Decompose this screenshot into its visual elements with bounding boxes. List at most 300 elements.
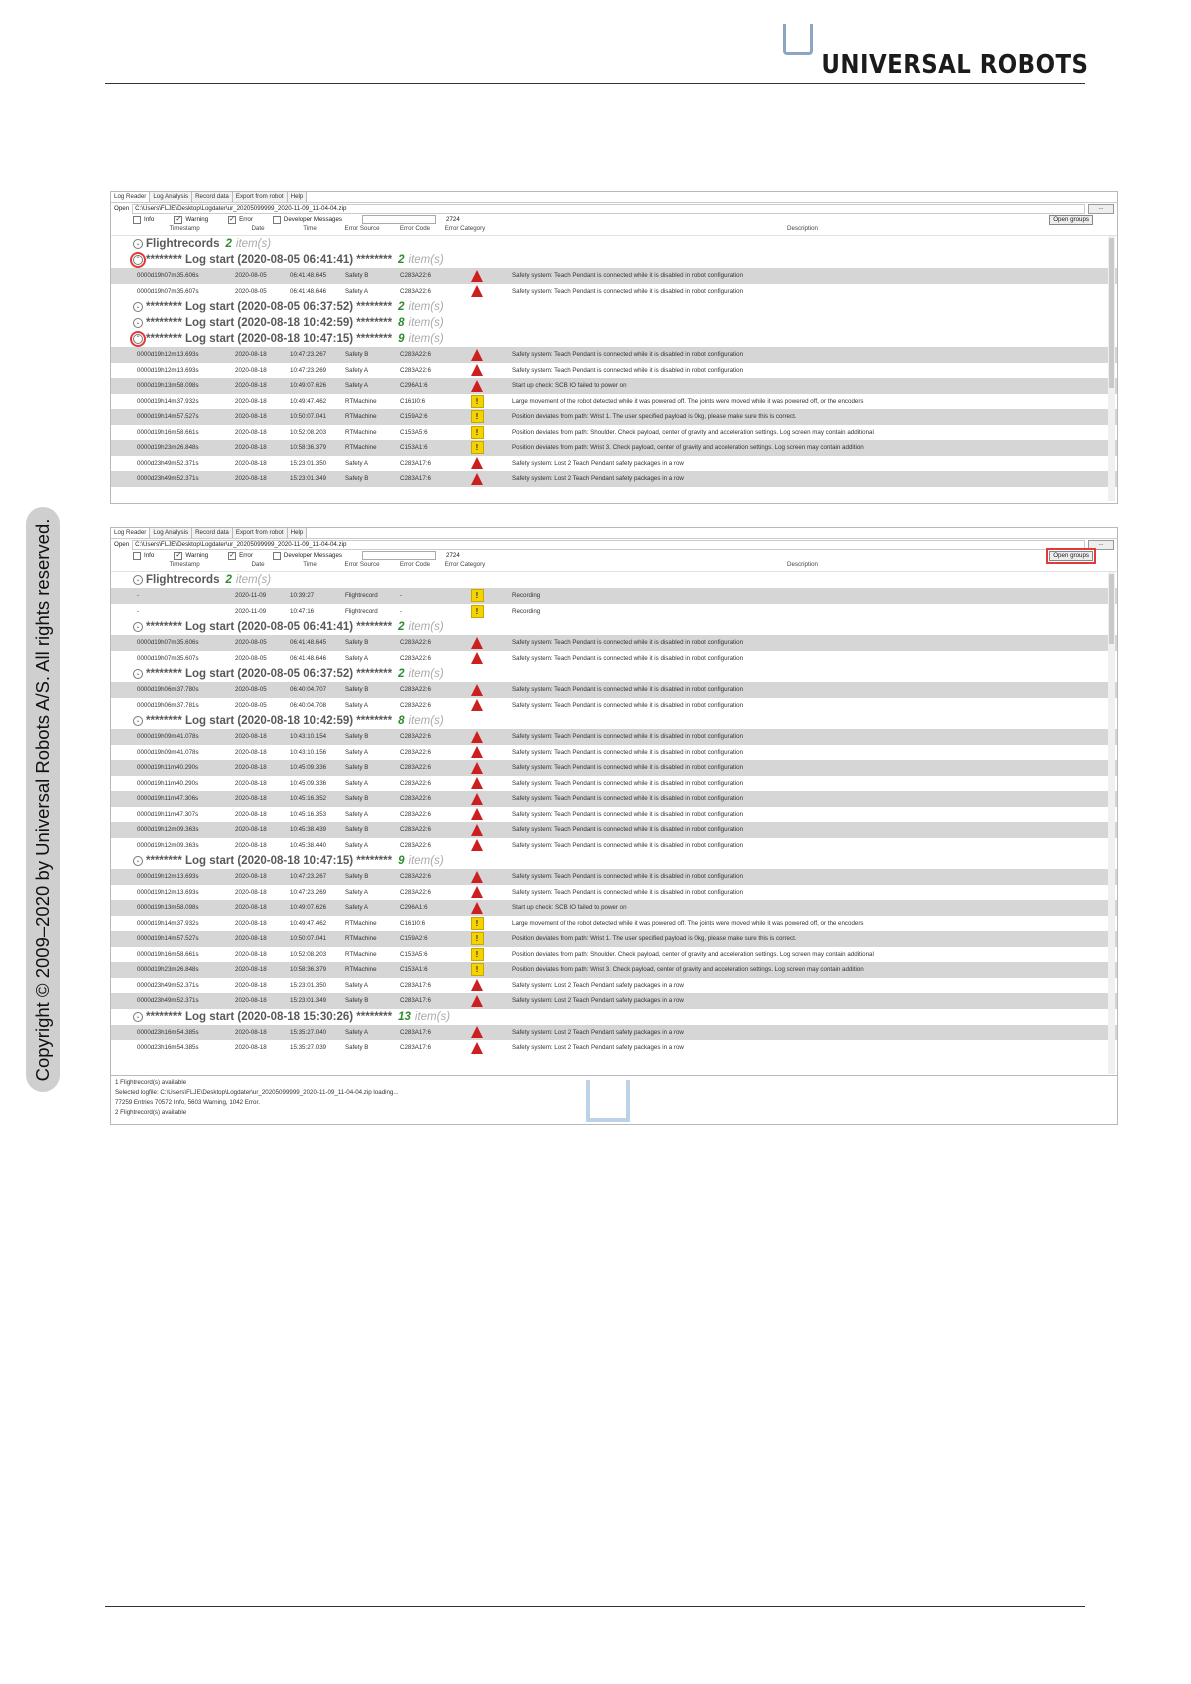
- group-header[interactable]: [111, 331, 1117, 347]
- collapse-toggle-icon[interactable]: ⌄: [133, 302, 143, 312]
- time-cell: 10:47:23.267: [290, 873, 327, 881]
- header-rule: [105, 83, 1085, 84]
- time-cell: 10:58:36.379: [290, 444, 327, 452]
- status-line: 2 Flightrecord(s) available: [115, 1109, 187, 1116]
- log-row[interactable]: [111, 588, 1117, 604]
- category-cell: [454, 426, 500, 439]
- time-cell: 15:23:01.349: [290, 475, 327, 483]
- error-code-cell: C283A22:6: [400, 764, 431, 772]
- checkbox-info[interactable]: [133, 216, 141, 224]
- log-row[interactable]: [111, 822, 1117, 838]
- log-row[interactable]: [111, 363, 1117, 379]
- checkbox-warning[interactable]: [174, 216, 182, 224]
- tab-export-from-robot[interactable]: Export from robot: [233, 192, 288, 202]
- warning-icon: !: [471, 441, 484, 454]
- warning-icon: !: [471, 589, 484, 602]
- column-description[interactable]: Description: [787, 225, 818, 232]
- timestamp-cell: 0000d23h49m52.371s: [137, 997, 199, 1005]
- filter-row: [111, 214, 1117, 225]
- group-title: ******** Log start (2020-08-18 15:30:26) ********: [146, 1010, 393, 1023]
- browse-button[interactable]: ...: [1088, 204, 1114, 214]
- error-icon: [471, 777, 483, 789]
- date-cell: 2020-08-18: [235, 351, 267, 359]
- checkbox-warning[interactable]: [174, 552, 182, 560]
- status-line: 77259 Entries 70572 Info, 5603 Warning, 1042 Error.: [115, 1099, 260, 1106]
- log-row[interactable]: [111, 394, 1117, 410]
- error-code-cell: C153A1:6: [400, 966, 428, 974]
- tab-log-analysis[interactable]: Log Analysis: [150, 528, 192, 538]
- error-source-cell: Safety B: [345, 351, 369, 359]
- warning-icon: !: [471, 917, 484, 930]
- error-code-cell: C153A5:6: [400, 950, 428, 958]
- description-cell: Position deviates from path: Wrist 1. The user specified payload is 0kg, please make sure this is correct.: [512, 413, 797, 421]
- error-icon: [471, 902, 483, 914]
- timestamp-cell: 0000d19h07m35.606s: [137, 639, 199, 647]
- error-source-cell: RTMachine: [345, 428, 377, 436]
- category-cell: [454, 1026, 500, 1038]
- description-cell: Position deviates from path: Shoulder. Check payload, center of gravity and acceleration settings. Log screen may contain additional: [512, 950, 874, 958]
- time-cell: 10:45:09.336: [290, 764, 327, 772]
- group-count: 9: [398, 855, 405, 867]
- category-cell: [454, 473, 500, 485]
- log-row[interactable]: [111, 978, 1117, 994]
- log-row[interactable]: [111, 682, 1117, 698]
- timestamp-cell: 0000d19h14m57.527s: [137, 413, 199, 421]
- open-file-row: [111, 539, 1117, 550]
- time-cell: 10:50:07.041: [290, 935, 327, 943]
- log-row[interactable]: [111, 931, 1117, 947]
- error-source-cell: Safety A: [345, 701, 369, 709]
- collapse-toggle-icon[interactable]: ⌄: [133, 239, 143, 249]
- collapse-toggle-icon[interactable]: ⌄: [133, 856, 143, 866]
- description-cell: Safety system: Teach Pendant is connected while it is disabled in robot configuration: [512, 272, 744, 280]
- vertical-scrollbar[interactable]: [1108, 236, 1115, 501]
- filter-label-developer: Developer Messages: [283, 216, 343, 223]
- log-row[interactable]: [111, 745, 1117, 761]
- warning-icon: !: [471, 963, 484, 976]
- tab-bar: [111, 192, 1117, 203]
- error-code-cell: C283A22:6: [400, 287, 431, 295]
- log-row[interactable]: [111, 471, 1117, 487]
- filter-error[interactable]: [228, 550, 253, 561]
- tab-help[interactable]: Help: [288, 192, 308, 202]
- error-code-cell: C283A22:6: [400, 779, 431, 787]
- date-cell: 2020-08-18: [235, 841, 267, 849]
- column-error-category[interactable]: Error Category: [444, 225, 486, 232]
- category-cell: [454, 762, 500, 774]
- log-row[interactable]: [111, 885, 1117, 901]
- brand-name: UNIVERSAL ROBOTS: [820, 50, 1088, 80]
- group-count: 2: [398, 668, 405, 680]
- timestamp-cell: 0000d19h14m37.932s: [137, 919, 199, 927]
- group-header[interactable]: [111, 666, 1117, 682]
- log-row[interactable]: [111, 651, 1117, 667]
- time-cell: 10:49:47.462: [290, 919, 327, 927]
- date-cell: 2020-08-18: [235, 826, 267, 834]
- timestamp-cell: 0000d19h12m13.693s: [137, 366, 199, 374]
- error-code-cell: C283A22:6: [400, 733, 431, 741]
- group-title: ******** Log start (2020-08-05 06:37:52) ********: [146, 668, 393, 680]
- description-cell: Safety system: Teach Pendant is connected while it is disabled in robot configuration: [512, 351, 744, 359]
- error-source-cell: Safety B: [345, 272, 369, 280]
- time-cell: 15:23:01.350: [290, 459, 327, 467]
- timestamp-cell: 0000d19h12m13.693s: [137, 873, 199, 881]
- date-cell: 2020-08-18: [235, 428, 267, 436]
- error-source-cell: Safety A: [345, 888, 369, 896]
- log-row[interactable]: [111, 409, 1117, 425]
- timestamp-cell: 0000d19h14m57.527s: [137, 935, 199, 943]
- log-row[interactable]: [111, 425, 1117, 441]
- browse-button[interactable]: ...: [1088, 540, 1114, 550]
- error-source-cell: Safety A: [345, 981, 369, 989]
- error-code-cell: -: [400, 607, 403, 615]
- error-code-cell: C283A22:6: [400, 826, 431, 834]
- time-cell: 10:47:23.269: [290, 888, 327, 896]
- column-timestamp[interactable]: Timestamp: [169, 561, 200, 568]
- log-row[interactable]: [111, 900, 1117, 916]
- timestamp-cell: 0000d23h49m52.371s: [137, 981, 199, 989]
- category-cell: [454, 364, 500, 376]
- group-items-label: item(s): [408, 855, 444, 867]
- description-cell: Recording: [512, 592, 541, 600]
- column-timestamp[interactable]: Timestamp: [169, 225, 200, 232]
- filter-developer[interactable]: [273, 550, 342, 561]
- log-row[interactable]: [111, 635, 1117, 651]
- column-header: [111, 561, 1117, 572]
- error-icon: [471, 684, 483, 696]
- group-header[interactable]: [111, 252, 1117, 268]
- entry-count: 2724: [446, 216, 460, 223]
- log-row[interactable]: [111, 440, 1117, 456]
- error-code-cell: C153A1:6: [400, 444, 428, 452]
- column-time[interactable]: Time: [303, 561, 317, 568]
- log-row[interactable]: [111, 268, 1117, 284]
- log-row[interactable]: [111, 869, 1117, 885]
- filter-info[interactable]: [133, 214, 154, 225]
- tab-export-from-robot[interactable]: Export from robot: [233, 528, 288, 538]
- description-cell: Safety system: Teach Pendant is connected while it is disabled in robot configuration: [512, 654, 744, 662]
- description-cell: Safety system: Lost 2 Teach Pendant safety packages in a row: [512, 1044, 684, 1052]
- status-log-panel: [111, 1075, 1117, 1124]
- error-icon: [471, 793, 483, 805]
- description-cell: Safety system: Teach Pendant is connected while it is disabled in robot configuration: [512, 686, 744, 694]
- filter-label-developer: Developer Messages: [283, 552, 343, 559]
- time-cell: 10:45:09.336: [290, 779, 327, 787]
- column-error-code[interactable]: Error Code: [399, 561, 431, 568]
- error-icon: [471, 270, 483, 282]
- group-header[interactable]: [111, 853, 1117, 869]
- filter-text-input[interactable]: [362, 551, 436, 560]
- column-date[interactable]: Date: [251, 561, 265, 568]
- collapse-toggle-icon[interactable]: ⌄: [133, 318, 143, 328]
- log-row[interactable]: [111, 776, 1117, 792]
- category-cell: [454, 637, 500, 649]
- column-error-source[interactable]: Error Source: [344, 225, 380, 232]
- log-row[interactable]: [111, 791, 1117, 807]
- group-title: ******** Log start (2020-08-18 10:42:59) ********: [146, 715, 393, 727]
- timestamp-cell: 0000d19h13m58.098s: [137, 382, 199, 390]
- file-path-input[interactable]: C:\Users\FLJE\Desktop\Logdater\ur_20205099999_2020-11-09_11-04-04.zip: [132, 204, 1085, 214]
- description-cell: Safety system: Lost 2 Teach Pendant safety packages in a row: [512, 981, 684, 989]
- log-row[interactable]: [111, 1040, 1117, 1056]
- checkbox-developer[interactable]: [273, 216, 281, 224]
- collapse-toggle-icon[interactable]: ⌄: [133, 716, 143, 726]
- error-code-cell: C283A22:6: [400, 654, 431, 662]
- log-row[interactable]: [111, 760, 1117, 776]
- open-label: Open: [114, 541, 130, 548]
- description-cell: Safety system: Lost 2 Teach Pendant safety packages in a row: [512, 1028, 684, 1036]
- description-cell: Safety system: Teach Pendant is connected while it is disabled in robot configuration: [512, 701, 744, 709]
- error-code-cell: C283A22:6: [400, 873, 431, 881]
- tab-record-data[interactable]: Record data: [192, 528, 233, 538]
- log-row[interactable]: [111, 1025, 1117, 1041]
- copyright-text: Copyright © 2009–2020 by Universal Robots A/S. All rights reserved.: [32, 518, 53, 1081]
- group-items-label: item(s): [408, 317, 444, 329]
- date-cell: 2020-08-18: [235, 904, 267, 912]
- error-icon: [471, 731, 483, 743]
- date-cell: 2020-08-18: [235, 950, 267, 958]
- group-header[interactable]: [111, 1009, 1117, 1025]
- checkbox-developer[interactable]: [273, 552, 281, 560]
- collapse-toggle-icon[interactable]: ⌄: [133, 1012, 143, 1022]
- date-cell: 2020-08-05: [235, 686, 267, 694]
- column-date[interactable]: Date: [251, 225, 265, 232]
- open-groups-button[interactable]: Open groups: [1049, 551, 1093, 561]
- category-cell: [454, 902, 500, 914]
- log-row[interactable]: [111, 916, 1117, 932]
- error-source-cell: RTMachine: [345, 413, 377, 421]
- column-error-category[interactable]: Error Category: [444, 561, 486, 568]
- group-header[interactable]: [111, 713, 1117, 729]
- date-cell: 2020-08-18: [235, 1044, 267, 1052]
- log-row[interactable]: [111, 729, 1117, 745]
- error-source-cell: RTMachine: [345, 444, 377, 452]
- log-row[interactable]: [111, 456, 1117, 472]
- file-path-input[interactable]: C:\Users\FLJE\Desktop\Logdater\ur_20205099999_2020-11-09_11-04-04.zip: [132, 540, 1085, 550]
- description-cell: Safety system: Teach Pendant is connected while it is disabled in robot configuration: [512, 764, 744, 772]
- error-source-cell: Safety B: [345, 795, 369, 803]
- error-source-cell: Safety A: [345, 654, 369, 662]
- time-cell: 10:47:16: [290, 607, 315, 615]
- group-header[interactable]: [111, 299, 1117, 315]
- date-cell: 2020-08-18: [235, 413, 267, 421]
- error-code-cell: C296A1:6: [400, 382, 428, 390]
- collapse-toggle-icon[interactable]: ⌄: [133, 622, 143, 632]
- error-icon: [471, 1042, 483, 1054]
- error-icon: [471, 364, 483, 376]
- filter-info[interactable]: [133, 550, 154, 561]
- time-cell: 10:45:16.353: [290, 810, 327, 818]
- scrollbar-thumb[interactable]: [1109, 238, 1114, 388]
- group-items-label: item(s): [408, 621, 444, 633]
- group-items-label: item(s): [408, 333, 444, 345]
- error-source-cell: Safety A: [345, 904, 369, 912]
- error-code-cell: C283A17:6: [400, 459, 431, 467]
- log-row[interactable]: [111, 947, 1117, 963]
- filter-text-input[interactable]: [362, 215, 436, 224]
- description-cell: Position deviates from path: Wrist 3. Check payload, center of gravity and acceleration settings. Log screen may contain addition: [512, 966, 864, 974]
- tab-help[interactable]: Help: [288, 528, 308, 538]
- log-row[interactable]: [111, 993, 1117, 1009]
- category-cell: [454, 731, 500, 743]
- log-row[interactable]: [111, 698, 1117, 714]
- error-source-cell: Safety A: [345, 459, 369, 467]
- date-cell: 2020-08-18: [235, 795, 267, 803]
- open-groups-button[interactable]: Open groups: [1049, 215, 1093, 225]
- ur-logo-icon: [783, 24, 813, 55]
- error-icon: [471, 871, 483, 883]
- error-source-cell: Safety A: [345, 366, 369, 374]
- error-source-cell: Safety B: [345, 997, 369, 1005]
- timestamp-cell: 0000d19h13m58.098s: [137, 904, 199, 912]
- log-row[interactable]: [111, 284, 1117, 300]
- timestamp-cell: 0000d19h12m09.363s: [137, 826, 199, 834]
- category-cell: [454, 270, 500, 282]
- description-cell: Safety system: Teach Pendant is connected while it is disabled in robot configuration: [512, 733, 744, 741]
- filter-label-warning: Warning: [185, 216, 209, 223]
- description-cell: Recording: [512, 607, 541, 615]
- time-cell: 06:41:48.646: [290, 654, 327, 662]
- timestamp-cell: 0000d19h14m37.932s: [137, 397, 199, 405]
- time-cell: 15:23:01.349: [290, 997, 327, 1005]
- group-count: 2: [225, 574, 232, 586]
- group-title: ******** Log start (2020-08-18 10:47:15) ********: [146, 333, 393, 345]
- collapse-toggle-icon[interactable]: ⌄: [133, 669, 143, 679]
- scrollbar-thumb[interactable]: [1109, 574, 1114, 644]
- category-cell: [454, 808, 500, 820]
- tab-log-analysis[interactable]: Log Analysis: [150, 192, 192, 202]
- group-header[interactable]: [111, 236, 1117, 252]
- tab-record-data[interactable]: Record data: [192, 192, 233, 202]
- group-items-label: item(s): [235, 574, 272, 586]
- group-items-label: item(s): [408, 668, 444, 680]
- error-source-cell: RTMachine: [345, 397, 377, 405]
- filter-developer[interactable]: [273, 214, 342, 225]
- checkbox-info[interactable]: [133, 552, 141, 560]
- collapse-toggle-icon[interactable]: ⌃: [133, 334, 143, 344]
- error-source-cell: Safety A: [345, 841, 369, 849]
- group-count: 2: [398, 254, 405, 266]
- filter-warning[interactable]: [174, 214, 208, 225]
- timestamp-cell: 0000d19h12m13.693s: [137, 351, 199, 359]
- group-count: 8: [398, 317, 405, 329]
- checkbox-error[interactable]: [228, 216, 236, 224]
- date-cell: 2020-08-18: [235, 779, 267, 787]
- error-code-cell: C283A17:6: [400, 1044, 431, 1052]
- time-cell: 15:35:27.040: [290, 1028, 327, 1036]
- description-cell: Safety system: Teach Pendant is connected while it is disabled in robot configuration: [512, 287, 744, 295]
- time-cell: 10:52:08.203: [290, 950, 327, 958]
- group-header[interactable]: [111, 572, 1117, 588]
- group-header[interactable]: [111, 619, 1117, 635]
- description-cell: Position deviates from path: Wrist 3. Check payload, center of gravity and acceleration settings. Log screen may contain addition: [512, 444, 864, 452]
- error-code-cell: C283A22:6: [400, 795, 431, 803]
- error-code-cell: C283A22:6: [400, 639, 431, 647]
- category-cell: [454, 1042, 500, 1054]
- error-source-cell: Safety B: [345, 1044, 369, 1052]
- open-file-row: [111, 203, 1117, 214]
- description-cell: Safety system: Lost 2 Teach Pendant safety packages in a row: [512, 475, 684, 483]
- filter-error[interactable]: [228, 214, 253, 225]
- error-icon: [471, 457, 483, 469]
- vertical-scrollbar[interactable]: [1108, 572, 1115, 1074]
- filter-warning[interactable]: [174, 550, 208, 561]
- log-row[interactable]: [111, 807, 1117, 823]
- date-cell: 2020-08-05: [235, 272, 267, 280]
- group-items-label: item(s): [408, 254, 444, 266]
- category-cell: [454, 441, 500, 454]
- error-source-cell: RTMachine: [345, 966, 377, 974]
- error-source-cell: Safety B: [345, 639, 369, 647]
- time-cell: 10:47:23.269: [290, 366, 327, 374]
- tab-log-reader[interactable]: Log Reader: [111, 192, 150, 202]
- group-title: ******** Log start (2020-08-05 06:37:52) ********: [146, 301, 393, 313]
- group-header[interactable]: [111, 315, 1117, 331]
- timestamp-cell: 0000d19h07m35.607s: [137, 654, 199, 662]
- collapse-toggle-icon[interactable]: ⌄: [133, 575, 143, 585]
- time-cell: 10:47:23.267: [290, 351, 327, 359]
- description-cell: Safety system: Teach Pendant is connected while it is disabled in robot configuration: [512, 748, 744, 756]
- log-row[interactable]: [111, 962, 1117, 978]
- error-code-cell: C283A22:6: [400, 686, 431, 694]
- error-icon: [471, 886, 483, 898]
- date-cell: 2020-08-18: [235, 810, 267, 818]
- error-code-cell: C283A17:6: [400, 1028, 431, 1036]
- time-cell: 06:40:04.707: [290, 686, 327, 694]
- date-cell: 2020-08-05: [235, 701, 267, 709]
- column-description[interactable]: Description: [787, 561, 818, 568]
- filter-label-info: Info: [144, 552, 155, 559]
- error-icon: [471, 824, 483, 836]
- group-items-label: item(s): [235, 238, 272, 250]
- category-cell: [454, 746, 500, 758]
- error-code-cell: C153A5:6: [400, 428, 428, 436]
- time-cell: 10:49:47.462: [290, 397, 327, 405]
- group-items-label: item(s): [414, 1010, 451, 1023]
- date-cell: 2020-08-18: [235, 873, 267, 881]
- open-label: Open: [114, 205, 130, 212]
- tab-log-reader[interactable]: Log Reader: [111, 528, 150, 538]
- log-row[interactable]: [111, 838, 1117, 854]
- date-cell: 2020-11-09: [235, 592, 267, 600]
- collapse-toggle-icon[interactable]: ⌃: [133, 255, 143, 265]
- date-cell: 2020-08-18: [235, 459, 267, 467]
- date-cell: 2020-08-18: [235, 981, 267, 989]
- log-reader-screenshot-2: [110, 527, 1118, 1125]
- date-cell: 2020-08-18: [235, 888, 267, 896]
- log-row[interactable]: [111, 347, 1117, 363]
- group-count: 2: [398, 621, 405, 633]
- footer-rule: [105, 1606, 1085, 1607]
- error-source-cell: RTMachine: [345, 935, 377, 943]
- timestamp-cell: 0000d19h12m09.363s: [137, 841, 199, 849]
- checkbox-error[interactable]: [228, 552, 236, 560]
- error-icon: [471, 1026, 483, 1038]
- time-cell: 10:52:08.203: [290, 428, 327, 436]
- description-cell: Safety system: Teach Pendant is connected while it is disabled in robot configuration: [512, 810, 744, 818]
- group-title: Flightrecords: [146, 238, 220, 250]
- universal-robots-logo: [785, 24, 1088, 80]
- error-icon: [471, 762, 483, 774]
- column-time[interactable]: Time: [303, 225, 317, 232]
- column-error-source[interactable]: Error Source: [344, 561, 380, 568]
- timestamp-cell: -: [137, 607, 140, 615]
- category-cell: [454, 589, 500, 602]
- column-error-code[interactable]: Error Code: [399, 225, 431, 232]
- log-row[interactable]: [111, 378, 1117, 394]
- category-cell: [454, 793, 500, 805]
- log-row[interactable]: [111, 604, 1117, 620]
